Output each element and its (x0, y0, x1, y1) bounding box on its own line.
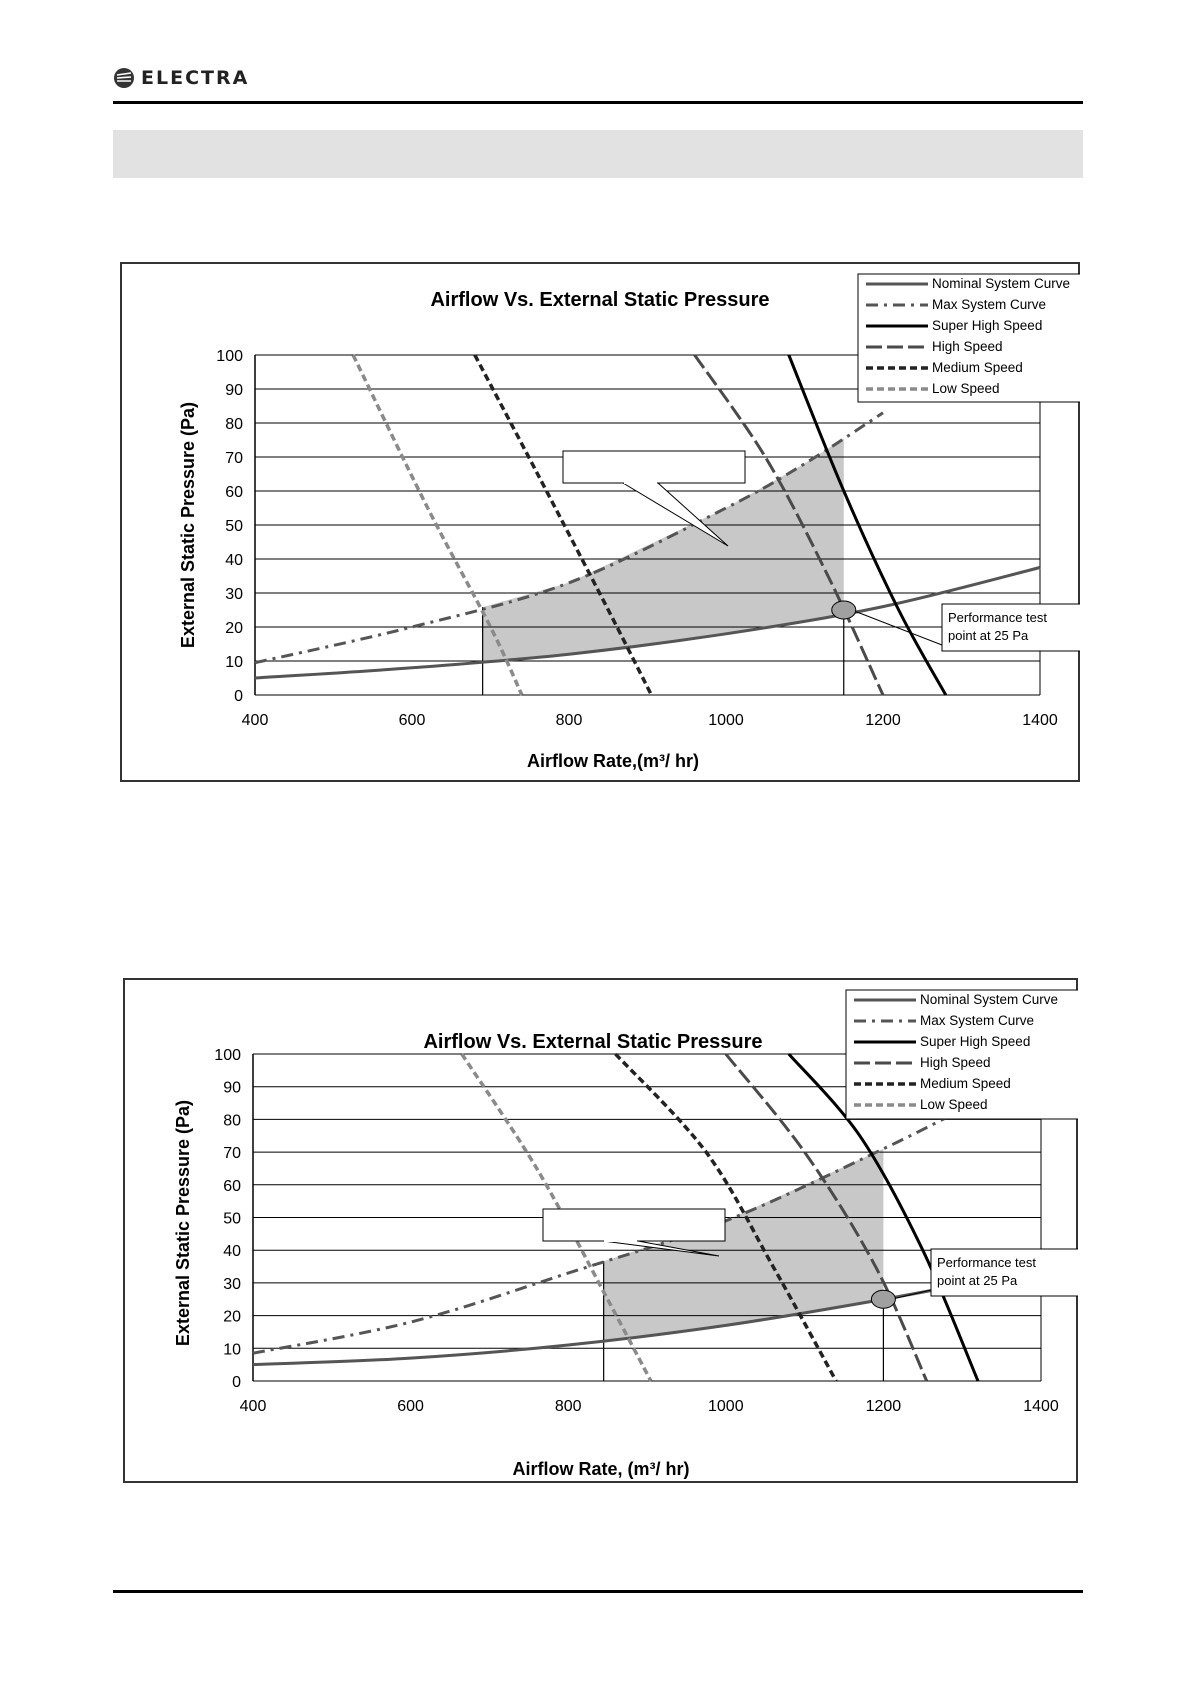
footer-rule (113, 1590, 1083, 1593)
legend-label: Low Speed (920, 1097, 988, 1112)
x-tick-label: 400 (241, 712, 269, 729)
header-rule (113, 101, 1083, 104)
y-axis-label: External Static Pressure (Pa) (173, 1099, 193, 1347)
legend-label: Nominal System Curve (932, 276, 1071, 291)
y-tick-label: 90 (225, 382, 243, 399)
x-tick-label: 600 (397, 1398, 424, 1415)
y-tick-label: 50 (223, 1210, 241, 1228)
legend-label: High Speed (932, 339, 1003, 354)
x-tick-label: 800 (554, 1398, 582, 1415)
x-axis-label: Airflow Rate, (m³/ hr) (512, 1459, 690, 1479)
x-axis-label: Airflow Rate,(m³/ hr) (526, 751, 700, 771)
legend-label: Super High Speed (932, 318, 1043, 333)
y-tick-label: 90 (223, 1079, 241, 1097)
airflow-chart-1 (120, 262, 1080, 782)
legend-label: Low Speed (932, 381, 1000, 396)
legend-label: Max System Curve (932, 297, 1047, 312)
legend-label: Super High Speed (920, 1034, 1031, 1049)
x-tick-label: 1400 (1023, 1398, 1059, 1415)
chart-title: Airflow Vs. External Static Pressure (430, 289, 770, 311)
x-tick-label: 1200 (865, 712, 901, 729)
performance-label-line2: point at 25 Pa (948, 628, 1029, 643)
y-tick-label: 40 (225, 552, 243, 569)
y-tick-label: 100 (214, 1047, 241, 1064)
legend-label: High Speed (920, 1055, 991, 1070)
chart-svg-2 (123, 978, 1078, 1483)
y-tick-label: 70 (225, 450, 243, 467)
x-tick-label: 800 (555, 712, 583, 729)
x-tick-label: 1000 (708, 712, 744, 729)
y-tick-label: 30 (225, 586, 243, 603)
section-title-bar (113, 130, 1083, 178)
y-tick-label: 70 (223, 1145, 241, 1163)
y-tick-label: 20 (225, 620, 243, 637)
y-tick-label: 40 (223, 1243, 241, 1261)
y-tick-label: 80 (223, 1112, 241, 1130)
x-tick-label: 1000 (708, 1398, 744, 1415)
y-tick-label: 10 (225, 654, 243, 671)
brand-logo (113, 66, 249, 90)
y-tick-label: 0 (232, 1374, 241, 1391)
legend-label: Max System Curve (920, 1013, 1035, 1028)
legend-label: Medium Speed (932, 360, 1023, 375)
performance-point-marker (871, 1290, 895, 1308)
performance-label-line2: point at 25 Pa (937, 1273, 1018, 1288)
y-tick-label: 80 (225, 416, 243, 433)
y-tick-label: 60 (225, 484, 243, 501)
airflow-chart-2 (123, 978, 1078, 1483)
callout-box (543, 1209, 725, 1241)
y-tick-label: 20 (223, 1308, 241, 1326)
x-tick-label: 400 (239, 1398, 267, 1415)
y-tick-label: 0 (234, 688, 243, 705)
chart-title: Airflow Vs. External Static Pressure (423, 1031, 763, 1053)
brand-name: ELECTRA (141, 67, 250, 89)
chart-svg-1 (120, 262, 1080, 782)
y-tick-label: 100 (216, 348, 243, 365)
y-tick-label: 30 (223, 1275, 241, 1293)
performance-label-line1: Performance test (937, 1255, 1036, 1270)
y-axis-label: External Static Pressure (Pa) (178, 401, 198, 649)
legend-label: Nominal System Curve (920, 992, 1059, 1007)
electra-logo-icon (113, 67, 135, 89)
callout-box (563, 451, 745, 483)
x-tick-label: 1200 (865, 1398, 902, 1415)
legend-label: Medium Speed (920, 1076, 1011, 1091)
performance-point-marker (832, 601, 856, 619)
x-tick-label: 600 (398, 712, 426, 729)
y-tick-label: 50 (225, 518, 243, 535)
performance-label-line1: Performance test (948, 610, 1047, 625)
y-tick-label: 60 (223, 1177, 241, 1195)
y-tick-label: 10 (223, 1341, 241, 1359)
x-tick-label: 1400 (1022, 712, 1058, 729)
